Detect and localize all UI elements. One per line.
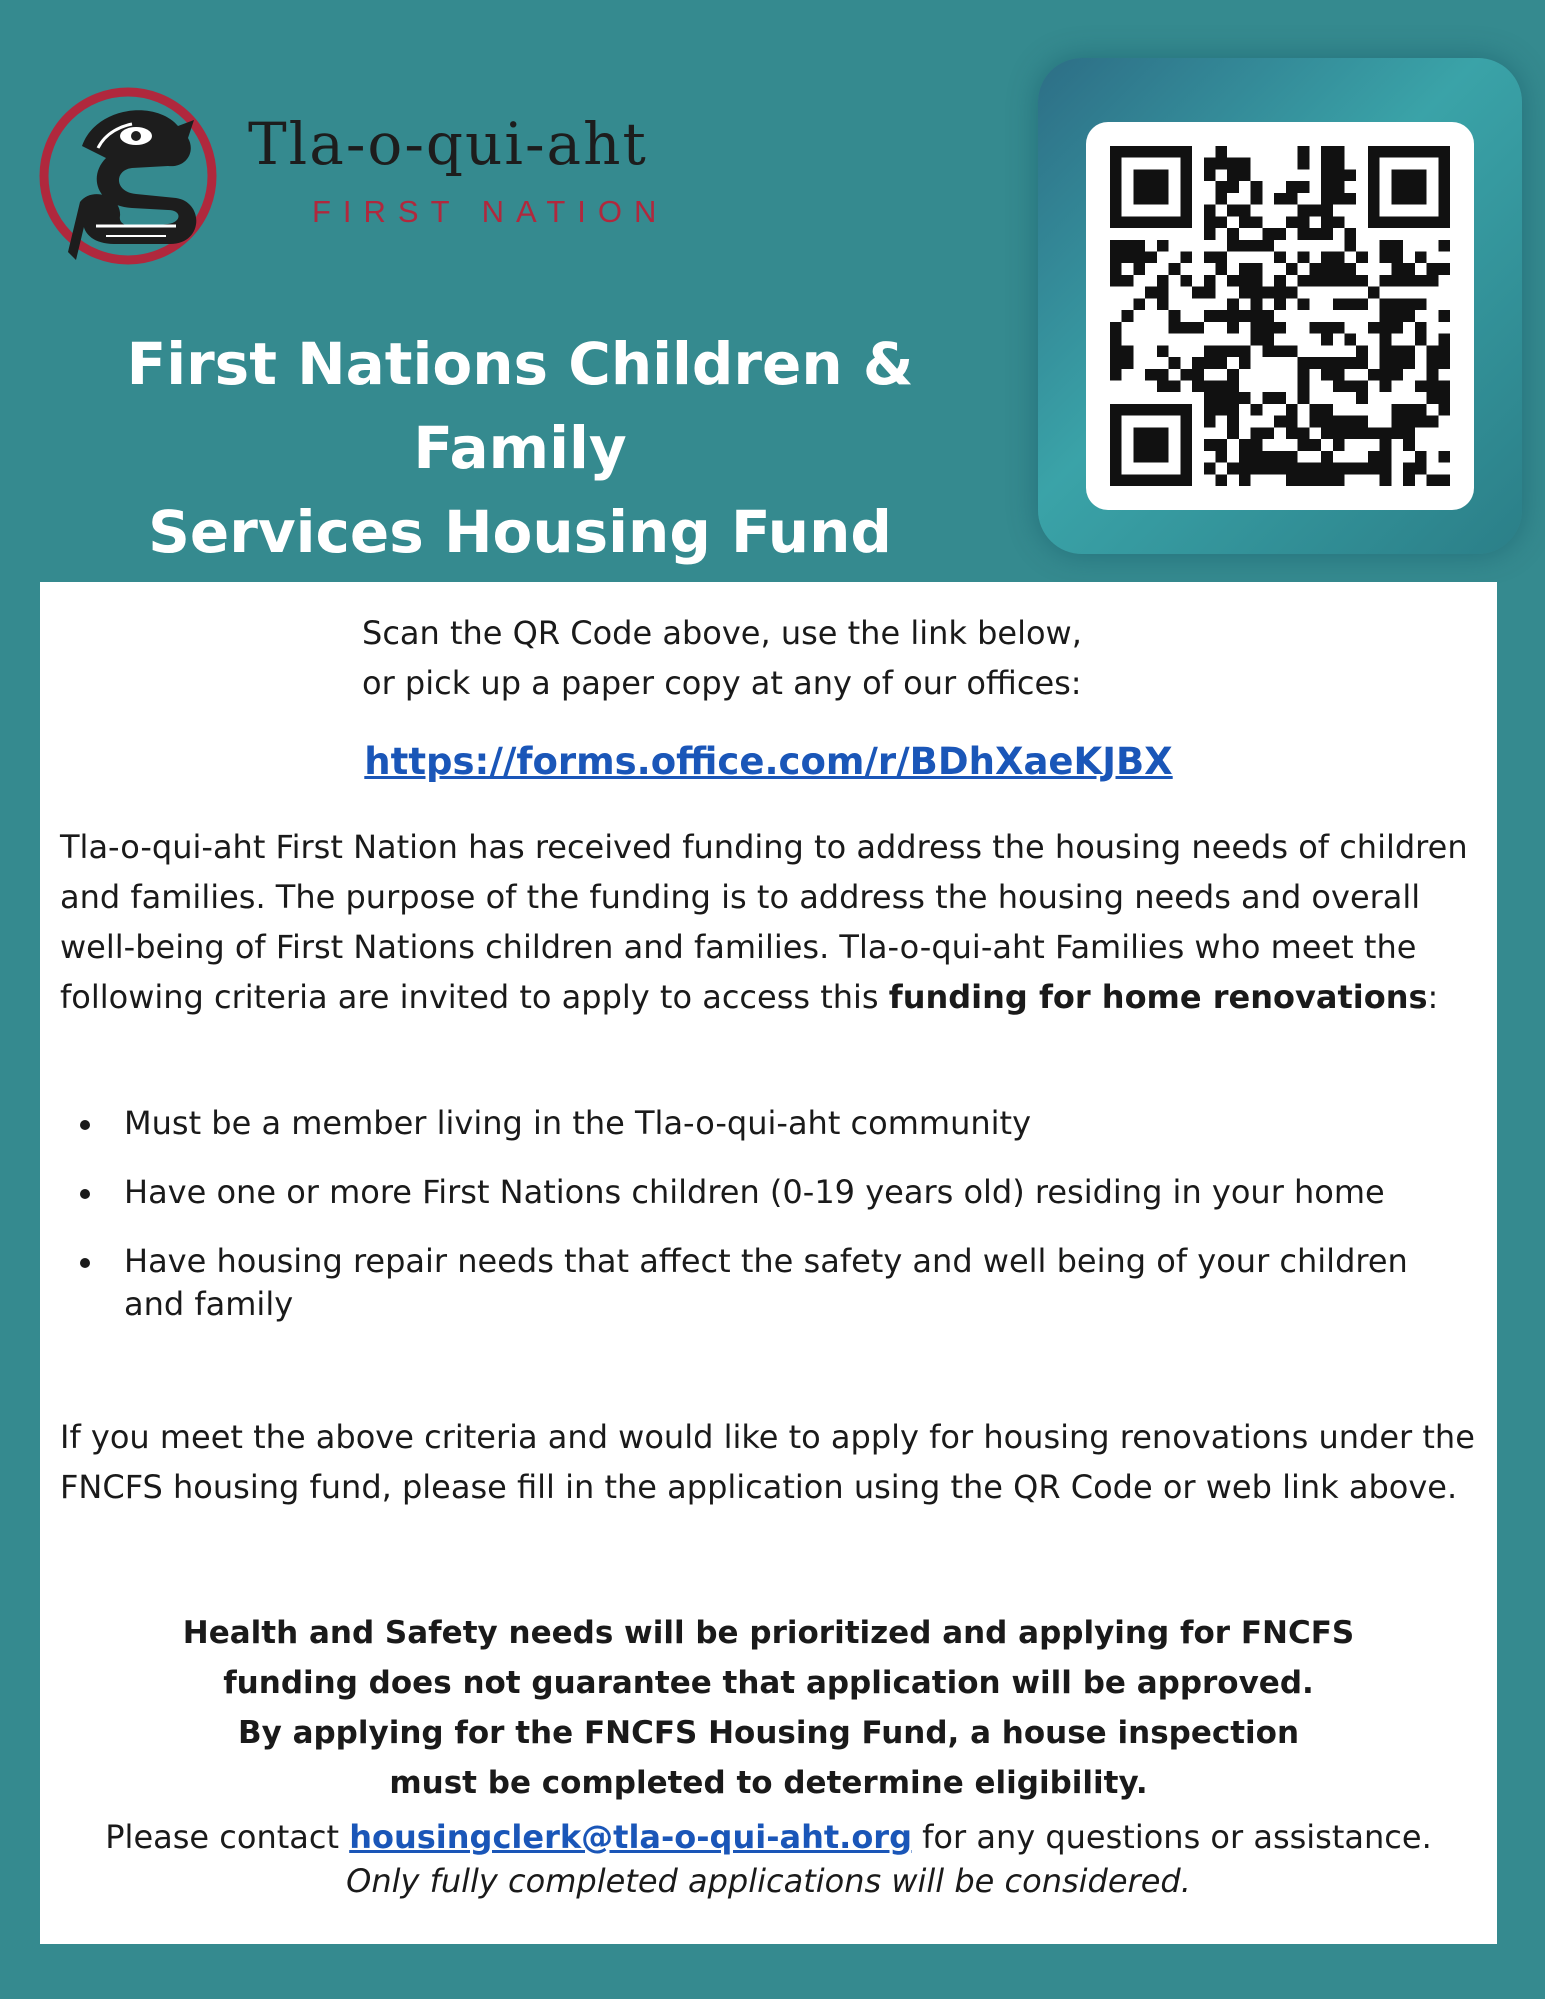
notice-block [40, 1608, 1497, 1808]
header [0, 0, 1545, 570]
form-link[interactable]: https://forms.office.com/r/BDhXaeKJBX [364, 740, 1173, 783]
notice-line: By applying for the FNCFS Housing Fund, a house inspection [237, 1715, 1300, 1751]
logo-subtitle: FIRST NATION [312, 194, 669, 229]
scan-line-2: or pick up a paper copy at any of our offices: [362, 664, 1082, 702]
footnote: Only fully completed applications will be considered. [346, 1862, 1191, 1900]
logo-name: Tla-o-qui-aht [248, 110, 648, 178]
title-line-2: Services Housing Fund [148, 498, 892, 566]
tla-o-qui-aht-logo [36, 76, 756, 276]
contact-email-link[interactable]: housingclerk@tla-o-qui-aht.org [349, 1818, 912, 1856]
intro-paragraph [60, 822, 1480, 1022]
title-line-1: First Nations Children & Family [126, 330, 914, 482]
criteria-item: Have one or more First Nations children (0-19 years old) residing in your home [104, 1171, 1464, 1214]
notice-line: Health and Safety needs will be prioritized and applying for FNCFS [182, 1615, 1355, 1651]
qr-code-icon[interactable] [1110, 146, 1450, 486]
intro-text: Tla-o-qui-aht First Nation has received funding to address the housing needs of children and families. The purpose of the funding is to address the housing needs and overall well-being of First Nations children and families. Tla-o-qui-aht Families who meet the following criteria are invited to apply to access this [60, 828, 1468, 1016]
notice-line: funding does not guarantee that application will be approved. [223, 1665, 1314, 1701]
criteria-list [104, 1102, 1464, 1352]
scan-line-1: Scan the QR Code above, use the link below, [362, 614, 1082, 652]
contact-post: for any questions or assistance. [911, 1818, 1432, 1856]
intro-bold-text: funding for home renovations [888, 978, 1428, 1016]
intro-end: : [1427, 978, 1439, 1016]
notice-line: must be completed to determine eligibility. [389, 1765, 1148, 1801]
qr-card [1086, 122, 1474, 510]
contact-line [40, 1814, 1497, 1860]
contact-pre: Please contact [105, 1818, 350, 1856]
criteria-item: Have housing repair needs that affect the safety and well being of your children and family [104, 1240, 1464, 1326]
scan-instructions [362, 608, 1082, 708]
serpent-emblem-icon [36, 76, 226, 276]
criteria-item: Must be a member living in the Tla-o-qui-aht community [104, 1102, 1464, 1145]
page-title [20, 322, 1020, 574]
info-panel [40, 582, 1497, 1944]
apply-paragraph: If you meet the above criteria and would like to apply for housing renovations under the FNCFS housing fund, please fill in the application using the QR Code or web link above. [60, 1418, 1475, 1506]
